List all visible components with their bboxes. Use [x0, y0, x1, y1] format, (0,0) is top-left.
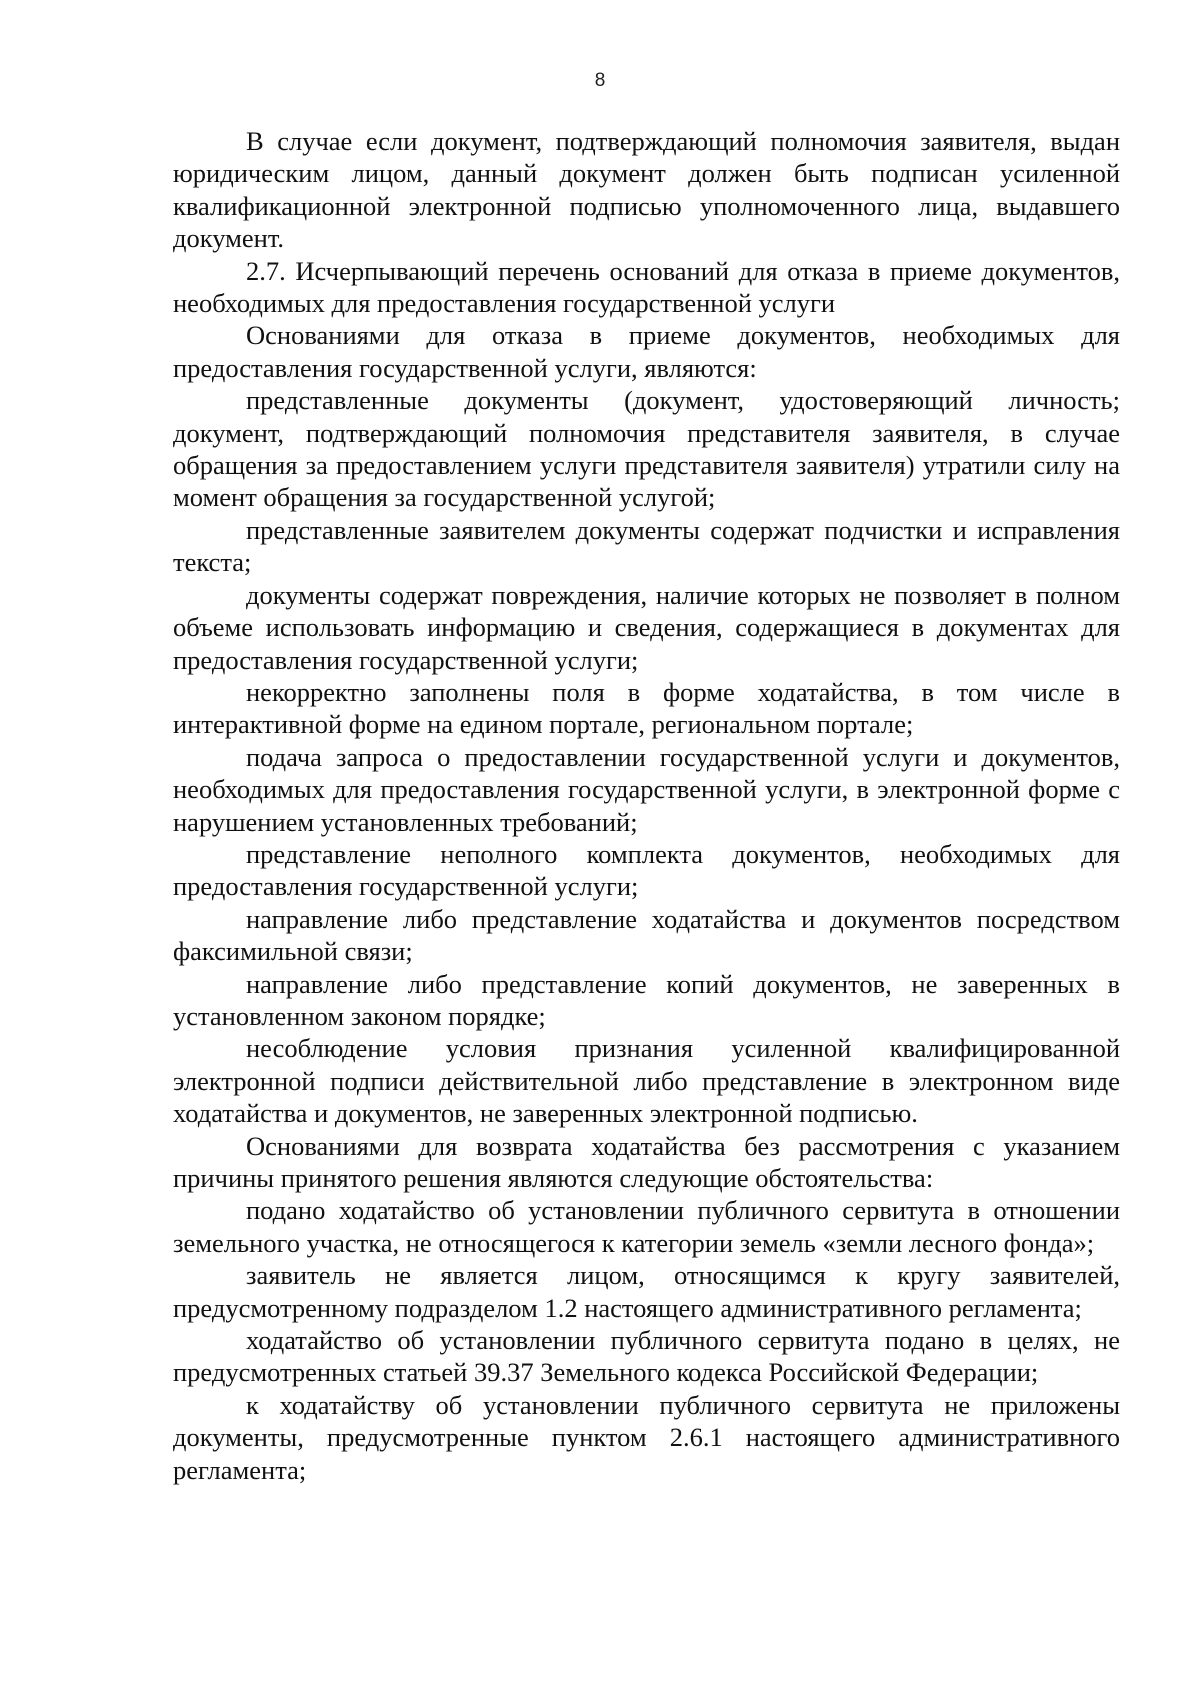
- list-item-uncertified-copies: направление либо представление копий документов, не заверенных в установленном законом порядке;: [173, 968, 1120, 1031]
- list-item-applicant-circle: заявитель не является лицом, относящимся к кругу заявителей, предусмотренному подразделом 1.2 настоящего административного регламента;: [173, 1260, 1120, 1323]
- list-item-electronic-violation: подача запроса о предоставлении государственной услуги и документов, необходимых для предоставления государственной услуги, в электронной форме с нарушением установленных требований;: [173, 741, 1120, 837]
- list-item-missing-documents: к ходатайству об установлении публичного сервитута не приложены документы, предусмотренные пунктом 2.6.1 настоящего административного регламента;: [173, 1389, 1120, 1485]
- paragraph-return-grounds-intro: Основаниями для возврата ходатайства без рассмотрения с указанием причины принятого решения являются следующие обстоятельства:: [173, 1130, 1120, 1193]
- list-item-incomplete-set: представление неполного комплекта документов, необходимых для предоставления государственной услуги;: [173, 838, 1120, 902]
- list-item-expired-documents: представленные документы (документ, удостоверяющий личность; документ, подтверждающий полномочия представителя заявителя, в случае обращения за предоставлением услуги представителя заявителя) утратили силу на момент обращения за государственной услугой;: [173, 385, 1120, 513]
- list-item-erasures: представленные заявителем документы содержат подчистки и исправления текста;: [173, 514, 1120, 578]
- list-item-land-category: подано ходатайство об установлении публичного сервитута в отношении земельного участка, не относящегося к категории земель «земли лесного фонда»;: [173, 1195, 1120, 1258]
- paragraph-signature-requirement: В случае если документ, подтверждающий полномочия заявителя, выдан юридическим лицом, данный документ должен быть подписан усиленной квалификационной электронной подписью уполномоченного лица, выдавшего документ.: [173, 126, 1120, 254]
- list-item-fax: направление либо представление ходатайства и документов посредством факсимильной связи;: [173, 903, 1120, 967]
- document-body: [173, 125, 1120, 1486]
- list-item-invalid-signature: несоблюдение условия признания усиленной квалифицированной электронной подписи действительной либо представление в электронном виде ходатайства и документов, не заверенных электронной подписью.: [173, 1033, 1120, 1129]
- list-item-purpose-mismatch: ходатайство об установлении публичного сервитута подано в целях, не предусмотренных статьей 39.37 Земельного кодекса Российской Федерации;: [173, 1325, 1120, 1388]
- paragraph-refusal-grounds-intro: Основаниями для отказа в приеме документов, необходимых для предоставления государственной услуги, являются:: [173, 320, 1120, 383]
- section-heading-2-7: 2.7. Исчерпывающий перечень оснований для отказа в приеме документов, необходимых для предоставления государственной услуги: [173, 255, 1120, 319]
- page-number: 8: [594, 70, 606, 91]
- list-item-incorrect-fields: некорректно заполнены поля в форме ходатайства, в том числе в интерактивной форме на едином портале, региональном портале;: [173, 676, 1120, 740]
- list-item-damaged-documents: документы содержат повреждения, наличие которых не позволяет в полном объеме использовать информацию и сведения, содержащиеся в документах для предоставления государственной услуги;: [173, 579, 1120, 675]
